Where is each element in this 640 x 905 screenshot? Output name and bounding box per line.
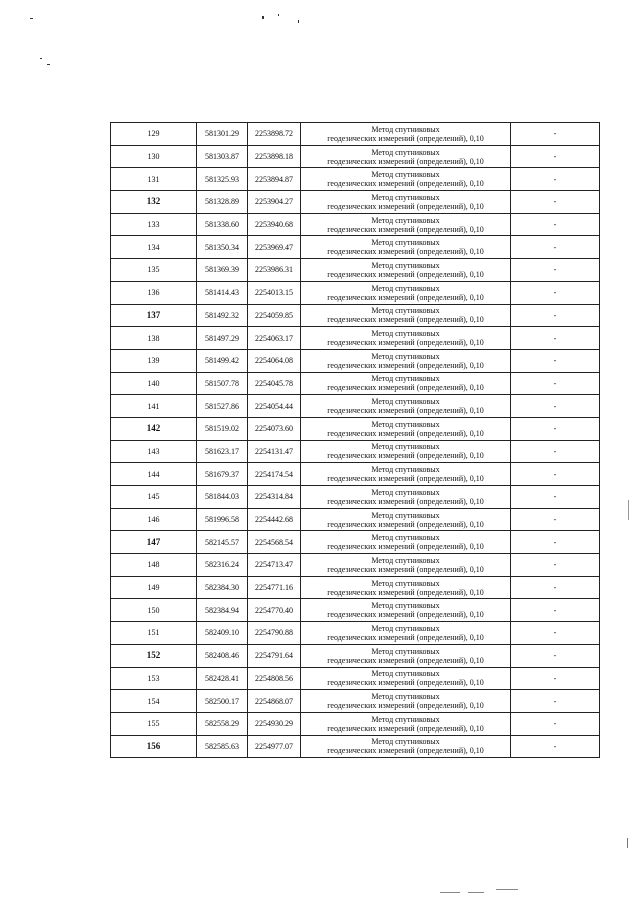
coordinate-y: 2253986.31 [248,259,301,282]
method-cell [301,168,511,191]
coordinate-x: 581303.87 [197,145,248,168]
coordinate-x: 581350.34 [197,236,248,259]
method-line-1: Метод спутниковых [371,555,440,565]
note-cell: - [511,712,600,735]
method-line-1: Метод спутниковых [371,329,440,339]
method-line-1: Метод спутниковых [371,578,440,588]
coordinate-y: 2254791.64 [248,644,301,667]
coordinate-y: 2254073.60 [248,417,301,440]
method-cell [301,349,511,372]
method-line-2: геодезических измерений (определений), 0,10 [327,224,484,234]
method-line-2: геодезических измерений (определений), 0,10 [327,610,484,620]
method-cell [301,735,511,758]
table-row [111,667,600,690]
coordinate-x: 582316.24 [197,554,248,577]
table-row [111,735,600,758]
coordinate-x: 581519.02 [197,417,248,440]
note-cell: - [511,463,600,486]
method-line-1: Метод спутниковых [371,601,440,611]
point-number: 151 [111,622,197,645]
method-line-1: Метод спутниковых [371,533,440,543]
scan-speck [47,64,50,65]
coordinate-x: 581996.58 [197,508,248,531]
method-line-2: геодезических измерений (определений), 0,10 [327,428,484,438]
table-row [111,690,600,713]
method-line-2: геодезических измерений (определений), 0,10 [327,315,484,325]
table-row [111,395,600,418]
method-line-2: геодезических измерений (определений), 0,10 [327,383,484,393]
method-cell [301,395,511,418]
method-cell [301,259,511,282]
coordinate-y: 2254771.16 [248,576,301,599]
coordinate-x: 581328.89 [197,191,248,214]
method-cell [301,372,511,395]
table-row [111,486,600,509]
table-row [111,712,600,735]
point-number: 153 [111,667,197,690]
coordinate-y: 2254868.07 [248,690,301,713]
coordinate-x: 581369.39 [197,259,248,282]
coordinate-y: 2253940.68 [248,213,301,236]
coordinate-x: 581527.86 [197,395,248,418]
coordinate-x: 582558.29 [197,712,248,735]
table-row [111,145,600,168]
point-number: 155 [111,712,197,735]
method-line-1: Метод спутниковых [371,692,440,702]
point-number: 130 [111,145,197,168]
coordinate-x: 582409.10 [197,622,248,645]
note-cell: - [511,281,600,304]
method-line-1: Метод спутниковых [371,306,440,316]
point-number: 149 [111,576,197,599]
method-line-2: геодезических измерений (определений), 0,10 [327,338,484,348]
point-number: 135 [111,259,197,282]
method-cell [301,531,511,554]
method-line-2: геодезических измерений (определений), 0,10 [327,678,484,688]
table-row [111,236,600,259]
method-cell [301,622,511,645]
note-cell: - [511,508,600,531]
method-line-2: геодезических измерений (определений), 0,10 [327,542,484,552]
coordinate-y: 2254977.07 [248,735,301,758]
note-cell: - [511,259,600,282]
method-line-2: геодезических измерений (определений), 0,10 [327,746,484,756]
footer-mark [440,892,460,893]
coordinate-y: 2253898.18 [248,145,301,168]
coordinate-x: 582408.46 [197,644,248,667]
method-line-1: Метод спутниковых [371,397,440,407]
coordinate-y: 2253904.27 [248,191,301,214]
point-number: 136 [111,281,197,304]
method-cell [301,440,511,463]
table-row [111,440,600,463]
note-cell: - [511,395,600,418]
method-line-2: геодезических измерений (определений), 0,10 [327,496,484,506]
note-cell: - [511,349,600,372]
table-row [111,599,600,622]
note-cell: - [511,576,600,599]
coordinate-x: 581507.78 [197,372,248,395]
method-line-1: Метод спутниковых [371,374,440,384]
method-cell [301,690,511,713]
method-line-1: Метод спутниковых [371,465,440,475]
note-cell: - [511,690,600,713]
method-cell [301,554,511,577]
coordinates-table [110,122,600,758]
note-cell: - [511,417,600,440]
coordinate-y: 2254059.85 [248,304,301,327]
coordinate-y: 2254314.84 [248,486,301,509]
method-cell [301,644,511,667]
coordinate-x: 582585.63 [197,735,248,758]
coordinate-y: 2254063.17 [248,327,301,350]
table-row [111,576,600,599]
note-cell: - [511,486,600,509]
method-cell [301,667,511,690]
point-number: 148 [111,554,197,577]
method-line-2: геодезических измерений (определений), 0,10 [327,723,484,733]
point-number: 145 [111,486,197,509]
method-line-2: геодезических измерений (определений), 0,10 [327,632,484,642]
coordinate-y: 2254568.54 [248,531,301,554]
coordinate-x: 582384.30 [197,576,248,599]
method-line-1: Метод спутниковых [371,215,440,225]
note-cell: - [511,123,600,146]
coordinate-y: 2254013.15 [248,281,301,304]
coordinate-x: 582500.17 [197,690,248,713]
method-line-2: геодезических измерений (определений), 0,10 [327,292,484,302]
coordinate-y: 2254174.54 [248,463,301,486]
coordinate-y: 2254770.40 [248,599,301,622]
coordinate-y: 2254054.44 [248,395,301,418]
note-cell: - [511,599,600,622]
coordinate-x: 582428.41 [197,667,248,690]
point-number: 144 [111,463,197,486]
method-line-1: Метод спутниковых [371,147,440,157]
method-line-1: Метод спутниковых [371,714,440,724]
method-line-1: Метод спутниковых [371,646,440,656]
method-cell [301,599,511,622]
point-number: 129 [111,123,197,146]
table-row [111,622,600,645]
coordinate-y: 2254064.08 [248,349,301,372]
coordinate-x: 581499.42 [197,349,248,372]
scan-speck [298,20,299,23]
point-number: 150 [111,599,197,622]
coordinate-x: 581338.60 [197,213,248,236]
note-cell: - [511,145,600,168]
table-row [111,508,600,531]
point-number: 140 [111,372,197,395]
coordinate-y: 2254930.29 [248,712,301,735]
method-cell [301,712,511,735]
point-number: 134 [111,236,197,259]
note-cell: - [511,440,600,463]
method-cell [301,145,511,168]
coordinate-y: 2254790.88 [248,622,301,645]
note-cell: - [511,168,600,191]
coordinate-x: 582384.94 [197,599,248,622]
point-number: 143 [111,440,197,463]
note-cell: - [511,531,600,554]
method-line-2: геодезических измерений (определений), 0,10 [327,247,484,257]
coordinate-y: 2254045.78 [248,372,301,395]
method-line-2: геодезических измерений (определений), 0,10 [327,156,484,166]
point-number: 147 [111,531,197,554]
coordinate-y: 2253969.47 [248,236,301,259]
note-cell: - [511,644,600,667]
footer-mark [468,892,484,893]
point-number: 139 [111,349,197,372]
coordinate-x: 581679.37 [197,463,248,486]
method-line-1: Метод спутниковых [371,623,440,633]
coordinate-y: 2254131.47 [248,440,301,463]
coordinate-x: 582145.57 [197,531,248,554]
method-line-1: Метод спутниковых [371,260,440,270]
coordinate-x: 581492.32 [197,304,248,327]
method-line-2: геодезических измерений (определений), 0,10 [327,564,484,574]
note-cell: - [511,554,600,577]
table-row [111,531,600,554]
scan-speck [262,16,264,19]
method-line-2: геодезических измерений (определений), 0,10 [327,587,484,597]
table-row [111,327,600,350]
scan-speck [40,58,42,59]
table-row [111,463,600,486]
method-line-2: геодезических измерений (определений), 0,10 [327,655,484,665]
method-line-1: Метод спутниковых [371,487,440,497]
scan-speck [278,14,279,16]
note-cell: - [511,236,600,259]
coordinate-y: 2254713.47 [248,554,301,577]
point-number: 138 [111,327,197,350]
table-row [111,644,600,667]
method-line-1: Метод спутниковых [371,669,440,679]
note-cell: - [511,735,600,758]
method-line-1: Метод спутниковых [371,238,440,248]
coordinate-y: 2254808.56 [248,667,301,690]
point-number: 131 [111,168,197,191]
scan-speck [628,500,629,520]
method-cell [301,304,511,327]
method-line-1: Метод спутниковых [371,170,440,180]
coordinate-x: 581844.03 [197,486,248,509]
coordinate-y: 2253894.87 [248,168,301,191]
method-line-2: геодезических измерений (определений), 0,10 [327,474,484,484]
coordinate-x: 581325.93 [197,168,248,191]
table-row [111,372,600,395]
note-cell: - [511,622,600,645]
method-line-1: Метод спутниковых [371,419,440,429]
table-row [111,349,600,372]
method-line-2: геодезических измерений (определений), 0,10 [327,201,484,211]
method-line-1: Метод спутниковых [371,192,440,202]
coordinate-y: 2253898.72 [248,123,301,146]
point-number: 133 [111,213,197,236]
point-number: 142 [111,417,197,440]
method-cell [301,213,511,236]
table-row [111,304,600,327]
method-line-1: Метод спутниковых [371,283,440,293]
table-row [111,123,600,146]
method-line-2: геодезических измерений (определений), 0,10 [327,179,484,189]
method-cell [301,327,511,350]
method-line-1: Метод спутниковых [371,124,440,134]
point-number: 132 [111,191,197,214]
table-row [111,554,600,577]
method-line-2: геодезических измерений (определений), 0,10 [327,406,484,416]
table-row [111,417,600,440]
table-row [111,281,600,304]
method-line-1: Метод спутниковых [371,510,440,520]
table-row [111,191,600,214]
method-cell [301,281,511,304]
point-number: 156 [111,735,197,758]
note-cell: - [511,667,600,690]
method-line-1: Метод спутниковых [371,442,440,452]
coordinate-x: 581301.29 [197,123,248,146]
note-cell: - [511,327,600,350]
scan-speck [30,18,33,19]
method-line-2: геодезических измерений (определений), 0,10 [327,519,484,529]
method-cell [301,417,511,440]
method-cell [301,576,511,599]
footer-mark [496,889,518,890]
point-number: 152 [111,644,197,667]
method-line-1: Метод спутниковых [371,737,440,747]
method-cell [301,123,511,146]
note-cell: - [511,213,600,236]
table-row [111,259,600,282]
note-cell: - [511,372,600,395]
method-cell [301,508,511,531]
method-line-2: геодезических измерений (определений), 0,10 [327,451,484,461]
coordinate-x: 581414.43 [197,281,248,304]
method-line-2: геодезических измерений (определений), 0,10 [327,133,484,143]
scan-speck [627,838,628,848]
point-number: 146 [111,508,197,531]
method-cell [301,463,511,486]
method-line-2: геодезических измерений (определений), 0,10 [327,360,484,370]
method-line-1: Метод спутниковых [371,351,440,361]
method-cell [301,236,511,259]
coordinate-x: 581497.29 [197,327,248,350]
table-row [111,168,600,191]
point-number: 141 [111,395,197,418]
table-body [111,123,600,758]
point-number: 154 [111,690,197,713]
method-cell [301,191,511,214]
table-row [111,213,600,236]
method-line-2: геодезических измерений (определений), 0,10 [327,269,484,279]
note-cell: - [511,304,600,327]
point-number: 137 [111,304,197,327]
note-cell: - [511,191,600,214]
method-cell [301,486,511,509]
method-line-2: геодезических измерений (определений), 0,10 [327,701,484,711]
coordinate-y: 2254442.68 [248,508,301,531]
coordinate-x: 581623.17 [197,440,248,463]
